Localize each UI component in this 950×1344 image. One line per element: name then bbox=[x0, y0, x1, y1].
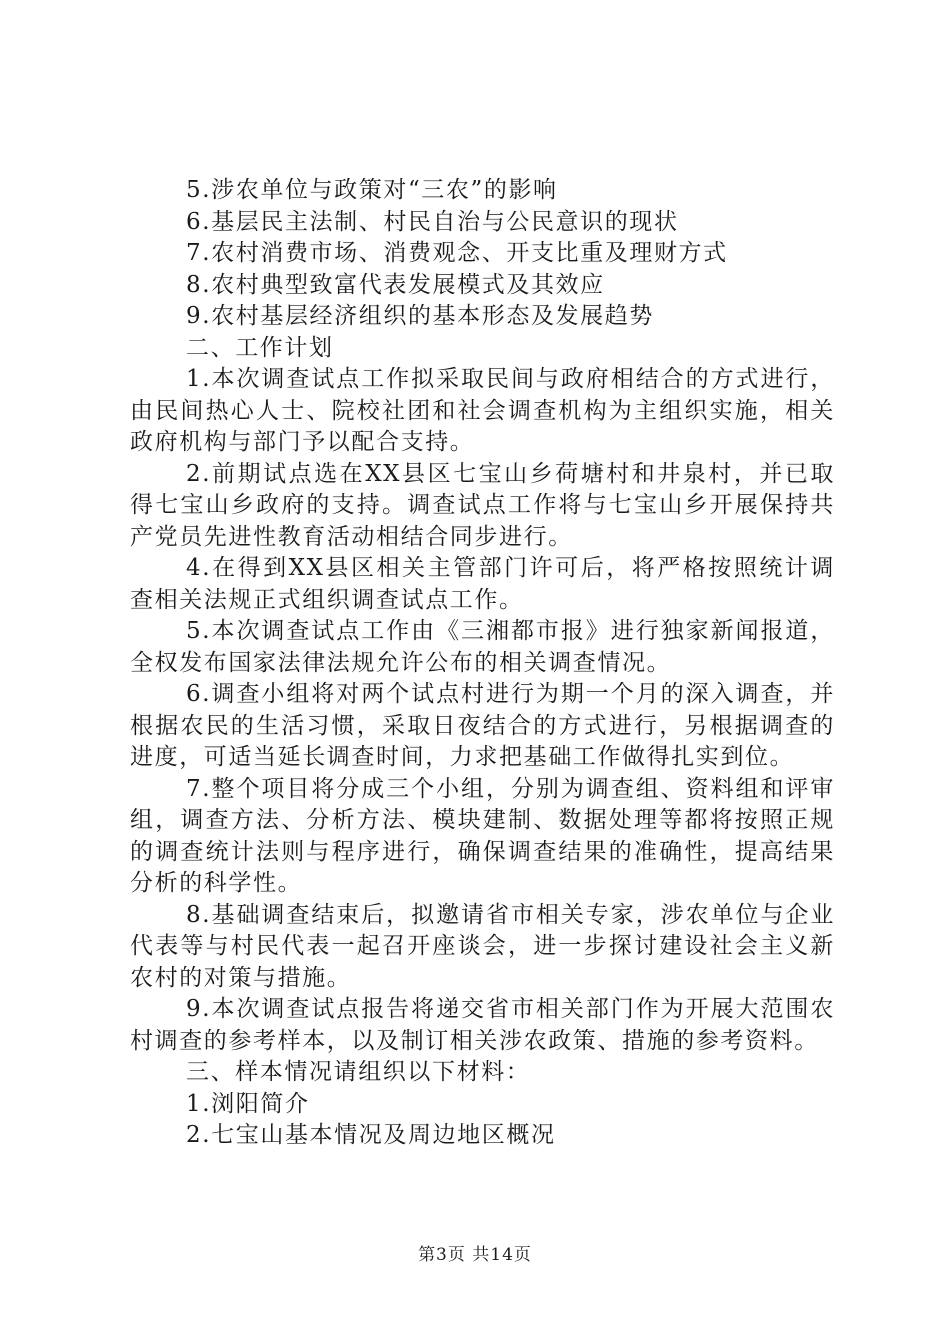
work-plan-paragraph: 4.在得到XX县区相关主管部门许可后，将严格按照统计调查相关法规正式组织调查试点工作。 bbox=[130, 555, 835, 613]
sample-item: 2.七宝山基本情况及周边地区概况 bbox=[186, 1122, 556, 1148]
work-plan-paragraph: 7.整个项目将分成三个小组，分别为调查组、资料组和评审组，调查方法、分析方法、模块建制、数据处理等都将按照正规的调查统计法则与程序进行，确保调查结果的准确性，提高结果分析的科学性。 bbox=[130, 775, 835, 896]
topic-item: 5.涉农单位与政策对“三农”的影响 bbox=[186, 177, 558, 203]
topic-item: 9.农村基层经济组织的基本形态及发展趋势 bbox=[186, 303, 654, 329]
section-heading-samples: 三、样本情况请组织以下材料： bbox=[186, 1059, 531, 1085]
work-plan-paragraph: 6.调查小组将对两个试点村进行为期一个月的深入调查，并根据农民的生活习惯，采取日夜结合的方式进行，另根据调查的进度，可适当延长调查时间，力求把基础工作做得扎实到位。 bbox=[130, 681, 835, 770]
topic-item: 8.农村典型致富代表发展模式及其效应 bbox=[186, 271, 605, 298]
section-heading-work-plan: 二、工作计划 bbox=[186, 334, 334, 361]
work-plan-paragraph: 1.本次调查试点工作拟采取民间与政府相结合的方式进行，由民间热心人士、院校社团和社会调查机构为主组织实施，相关政府机构与部门予以配合支持。 bbox=[130, 366, 835, 455]
topic-item: 7.农村消费市场、消费观念、开支比重及理财方式 bbox=[186, 240, 728, 266]
work-plan-paragraph: 5.本次调查试点工作由《三湘都市报》进行独家新闻报道，全权发布国家法律法规允许公布的相关调查情况。 bbox=[130, 618, 835, 676]
work-plan-paragraph: 2.前期试点选在XX县区七宝山乡荷塘村和井泉村，并已取得七宝山乡政府的支持。调查试点工作将与七宝山乡开展保持共产党员先进性教育活动相结合同步进行。 bbox=[130, 460, 835, 550]
sample-item: 1.浏阳简介 bbox=[186, 1090, 310, 1117]
page-content bbox=[130, 175, 835, 1152]
topic-item: 6.基层民主法制、村民自治与公民意识的现状 bbox=[186, 208, 679, 235]
page-number-footer: 第3页 共14页 bbox=[418, 1245, 532, 1265]
work-plan-paragraph: 9.本次调查试点报告将递交省市相关部门作为开展大范围农村调查的参考样本，以及制订相关涉农政策、措施的参考资料。 bbox=[130, 996, 835, 1054]
work-plan-paragraph: 8.基础调查结束后，拟邀请省市相关专家，涉农单位与企业代表等与村民代表一起召开座谈会，进一步探讨建设社会主义新农村的对策与措施。 bbox=[130, 901, 835, 991]
